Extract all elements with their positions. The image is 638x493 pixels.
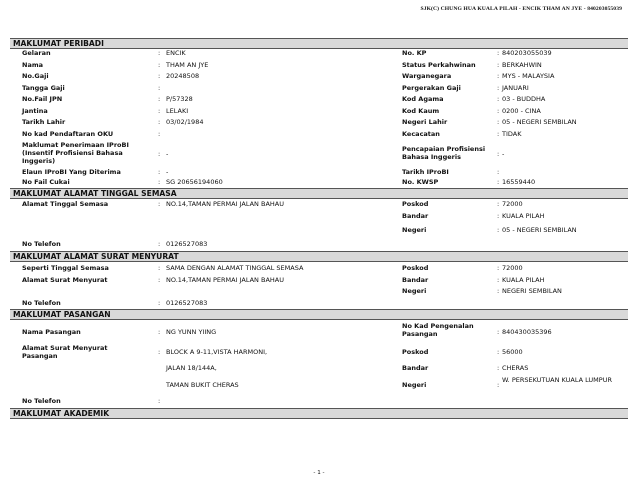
colon: : xyxy=(158,95,161,103)
colon: : xyxy=(497,61,500,69)
colon: : xyxy=(497,107,500,115)
label-negeri-surat: Negeri xyxy=(402,287,427,295)
label-bandar-pasangan: Bandar xyxy=(402,364,429,372)
colon: : xyxy=(158,264,161,272)
label-pencapaian: Pencapaian Profisiensi Bahasa Inggeris xyxy=(402,145,486,161)
value-alamat-tinggal: NO.14,TAMAN PERMAI JALAN BAHAU xyxy=(166,200,284,208)
label-lahir: Tarikh Lahir xyxy=(22,118,66,126)
label-nama-pasangan: Nama Pasangan xyxy=(22,328,81,336)
label-jantina: Jantina xyxy=(22,107,48,115)
colon: : xyxy=(158,130,161,138)
value-bandar: KUALA PILAH xyxy=(502,212,545,220)
label-bandar-surat: Bandar xyxy=(402,276,429,284)
label-negeri: Negeri xyxy=(402,226,427,234)
colon: : xyxy=(497,200,500,208)
value-elaun: - xyxy=(166,168,169,176)
colon: : xyxy=(158,118,161,126)
value-kwsp: 16559440 xyxy=(502,178,536,186)
label-tangga-gaji: Tangga Gaji xyxy=(22,84,65,92)
label-status: Status Perkahwinan xyxy=(402,61,476,69)
row-alamat-pasangan-3 xyxy=(10,376,628,394)
colon: : xyxy=(158,49,161,57)
value-negeri: 05 - NEGERI SEMBILAN xyxy=(502,226,577,234)
value-gelaran: ENCIK xyxy=(166,49,186,57)
colon: : xyxy=(158,107,161,115)
value-telefon: 0126527083 xyxy=(166,240,208,248)
colon: : xyxy=(158,276,161,284)
label-agama: Kod Agama xyxy=(402,95,444,103)
section-alamat-tinggal: MAKLUMAT ALAMAT TINGGAL SEMASA xyxy=(10,188,628,199)
label-nama: Nama xyxy=(22,61,43,69)
value-pergerakan: JANUARI xyxy=(502,84,529,92)
colon: : xyxy=(158,299,161,307)
colon: : xyxy=(497,49,500,57)
value-nama-pasangan: NG YUNN YIING xyxy=(166,328,217,336)
value-nogaji: 20248508 xyxy=(166,72,200,80)
colon: : xyxy=(497,168,500,176)
value-alamat-surat: NO.14,TAMAN PERMAI JALAN BAHAU xyxy=(166,276,284,284)
value-negeri-lahir: 05 - NEGERI SEMBILAN xyxy=(502,118,577,126)
label-kwsp: No. KWSP xyxy=(402,178,439,186)
value-status: BERKAHWIN xyxy=(502,61,542,69)
label-oku: No kad Pendaftaran OKU xyxy=(22,130,114,138)
value-bandar-pasangan: CHERAS xyxy=(502,364,529,372)
label-poskod: Poskod xyxy=(402,200,429,208)
colon: : xyxy=(497,84,500,92)
colon: : xyxy=(497,118,500,126)
colon: : xyxy=(497,287,500,295)
value-negeri-surat: NEGERI SEMBILAN xyxy=(502,287,562,295)
label-gelaran: Gelaran xyxy=(22,49,51,57)
label-negeri-pasangan: Negeri xyxy=(402,381,427,389)
label-elaun: Elaun IProBI Yang Diterima xyxy=(22,168,121,176)
value-agama: 03 - BUDDHA xyxy=(502,95,546,103)
colon: : xyxy=(497,364,500,372)
value-negeri-pasangan: W. PERSEKUTUAN KUALA LUMPUR xyxy=(502,376,612,384)
value-kecacatan: TIDAK xyxy=(502,130,522,138)
value-cukai: SG 20656194060 xyxy=(166,178,223,186)
label-negeri-lahir: Negeri Lahir xyxy=(402,118,448,126)
page-number: - 1 - xyxy=(313,470,325,476)
label-telefon: No Telefon xyxy=(22,240,61,248)
colon: : xyxy=(158,168,161,176)
colon: : xyxy=(158,348,161,356)
value-kaum: 0200 - CINA xyxy=(502,107,541,115)
label-poskod-pasangan: Poskod xyxy=(402,348,429,356)
colon: : xyxy=(497,381,500,389)
value-kp-pasangan: 840430035396 xyxy=(502,328,552,336)
label-telefon-pasangan: No Telefon xyxy=(22,397,61,405)
colon: : xyxy=(158,328,161,336)
value-seperti: SAMA DENGAN ALAMAT TINGGAL SEMASA xyxy=(166,264,304,272)
colon: : xyxy=(497,72,500,80)
label-kaum: Kod Kaum xyxy=(402,107,440,115)
colon: : xyxy=(158,84,161,92)
colon: : xyxy=(158,397,161,405)
label-seperti: Seperti Tinggal Semasa xyxy=(22,264,109,272)
colon: : xyxy=(497,212,500,220)
colon: : xyxy=(497,276,500,284)
colon: : xyxy=(497,226,500,234)
label-alamat-surat: Alamat Surat Menyurat xyxy=(22,276,108,284)
value-alamat-pasangan-3: TAMAN BUKIT CHERAS xyxy=(166,381,239,389)
section-pasangan: MAKLUMAT PASANGAN xyxy=(10,309,628,320)
colon: : xyxy=(497,348,500,356)
value-jantina: LELAKI xyxy=(166,107,189,115)
value-warga: MYS - MALAYSIA xyxy=(502,72,555,80)
value-telefon-surat: 0126527083 xyxy=(166,299,208,307)
label-pergerakan: Pergerakan Gaji xyxy=(402,84,461,92)
value-nokp: 840203055039 xyxy=(502,49,552,57)
value-poskod: 72000 xyxy=(502,200,523,208)
value-alamat-pasangan-2: JALAN 18/144A, xyxy=(166,364,217,372)
label-telefon-surat: No Telefon xyxy=(22,299,61,307)
colon: : xyxy=(158,240,161,248)
value-iprobi: - xyxy=(166,150,169,158)
row-iprobi xyxy=(10,141,628,167)
colon: : xyxy=(497,328,500,336)
colon: : xyxy=(158,61,161,69)
colon: : xyxy=(497,130,500,138)
value-pencapaian: - xyxy=(502,150,505,158)
value-poskod-pasangan: 56000 xyxy=(502,348,523,356)
label-kecacatan: Kecacatan xyxy=(402,130,440,138)
label-alamat-tinggal: Alamat Tinggal Semasa xyxy=(22,200,109,208)
value-bandar-surat: KUALA PILAH xyxy=(502,276,545,284)
label-nogaji: No.Gaji xyxy=(22,72,49,80)
label-bandar: Bandar xyxy=(402,212,429,220)
section-peribadi: MAKLUMAT PERIBADI xyxy=(10,38,628,49)
colon: : xyxy=(158,150,161,158)
colon: : xyxy=(497,95,500,103)
colon: : xyxy=(497,264,500,272)
label-tarikh-iprobi: Tarikh IProBI xyxy=(402,168,449,176)
section-alamat-surat: MAKLUMAT ALAMAT SURAT MENYURAT xyxy=(10,251,628,262)
label-cukai: No Fail Cukai xyxy=(22,178,70,186)
row-alamat-pasangan xyxy=(10,344,628,364)
label-kp-pasangan: No Kad Pengenalan Pasangan xyxy=(402,322,474,338)
colon: : xyxy=(497,150,500,158)
label-poskod-surat: Poskod xyxy=(402,264,429,272)
value-nofail: P/57328 xyxy=(166,95,193,103)
document-header: SJK(C) CHUNG HUA KUALA PILAH - ENCIK THAM AN JYE - 840203055039 xyxy=(420,6,622,12)
value-lahir: 03/02/1984 xyxy=(166,118,204,126)
label-nofail: No.Fail JPN xyxy=(22,95,63,103)
value-poskod-surat: 72000 xyxy=(502,264,523,272)
colon: : xyxy=(158,178,161,186)
label-alamat-pasangan: Alamat Surat Menyurat Pasangan xyxy=(22,344,108,360)
label-warga: Warganegara xyxy=(402,72,452,80)
label-nokp: No. KP xyxy=(402,49,427,57)
value-nama: THAM AN JYE xyxy=(166,61,209,69)
colon: : xyxy=(158,200,161,208)
section-akademik: MAKLUMAT AKADEMIK xyxy=(10,408,628,419)
label-iprobi: Maklumat Penerimaan IProBI (Insentif Profisiensi Bahasa Inggeris) xyxy=(22,141,129,165)
colon: : xyxy=(158,72,161,80)
row-nama-pasangan xyxy=(10,322,628,342)
colon: : xyxy=(497,178,500,186)
value-alamat-pasangan-1: BLOCK A 9-11,VISTA HARMONI, xyxy=(166,348,268,356)
